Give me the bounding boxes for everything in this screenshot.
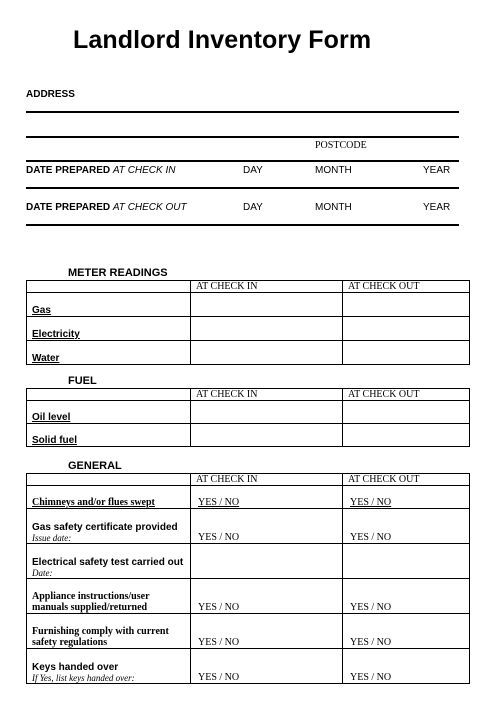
- oil-check-in-cell[interactable]: [191, 401, 343, 424]
- date-check-out-label-italic: AT CHECK OUT: [112, 202, 187, 213]
- address-label: ADDRESS: [26, 89, 75, 100]
- appliance-label-line-1: Appliance instructions/user: [32, 591, 150, 602]
- row-label-gas: Gas: [27, 293, 191, 317]
- furnishing-check-in-yes-no[interactable]: YES / NO: [191, 614, 343, 649]
- electrical-safety-check-in-cell[interactable]: [191, 544, 343, 579]
- table-row: [27, 317, 470, 341]
- gas-safety-label: Gas safety certificate provided: [32, 522, 178, 533]
- row-label-electricity: Electricity: [27, 317, 191, 341]
- fuel-table: [26, 388, 470, 447]
- header-blank-cell: [27, 281, 191, 293]
- col-header-check-out: AT CHECK OUT: [343, 389, 470, 401]
- table-row: [27, 649, 470, 684]
- date-check-in-month: MONTH: [315, 165, 352, 176]
- date-check-out-month: MONTH: [315, 202, 352, 213]
- postcode-label: POSTCODE: [315, 140, 367, 151]
- gas-safety-check-out-yes-no[interactable]: YES / NO: [343, 509, 470, 544]
- col-header-check-out: AT CHECK OUT: [343, 474, 470, 486]
- keys-check-in-yes-no[interactable]: YES / NO: [191, 649, 343, 684]
- table-row: [27, 293, 470, 317]
- solid-fuel-check-in-cell[interactable]: [191, 424, 343, 447]
- solid-fuel-check-out-cell[interactable]: [343, 424, 470, 447]
- date-check-out-line[interactable]: [26, 224, 459, 226]
- row-label-gas-safety: [27, 509, 191, 544]
- electrical-safety-date-label: Date:: [32, 568, 53, 578]
- electrical-safety-label: Electrical safety test carried out: [32, 557, 184, 568]
- col-header-check-in: AT CHECK IN: [191, 389, 343, 401]
- electricity-check-out-cell[interactable]: [343, 317, 470, 341]
- appliance-check-in-yes-no[interactable]: YES / NO: [191, 579, 343, 614]
- table-row: [27, 509, 470, 544]
- general-table: [26, 473, 470, 684]
- date-check-in-label-bold: DATE PREPARED: [26, 165, 111, 176]
- row-label-furnishing: [27, 614, 191, 649]
- date-check-out-day: DAY: [243, 202, 263, 213]
- water-check-out-cell[interactable]: [343, 341, 470, 365]
- keys-check-out-yes-no[interactable]: YES / NO: [343, 649, 470, 684]
- date-check-in-line[interactable]: [26, 187, 459, 189]
- header-blank-cell: [27, 474, 191, 486]
- col-header-check-in: AT CHECK IN: [191, 474, 343, 486]
- chimneys-check-in-yes-no[interactable]: YES / NO: [191, 486, 343, 509]
- furnishing-label-line-1: Furnishing comply with current: [32, 626, 169, 637]
- furnishing-check-out-yes-no[interactable]: YES / NO: [343, 614, 470, 649]
- row-label-oil-level: Oil level: [27, 401, 191, 424]
- water-check-in-cell[interactable]: [191, 341, 343, 365]
- date-check-out-label-bold: DATE PREPARED: [26, 202, 111, 213]
- furnishing-label-line-2: safety regulations: [32, 637, 108, 648]
- table-row: [27, 424, 470, 447]
- table-header-row: [27, 474, 470, 486]
- date-check-out-label: [26, 202, 187, 213]
- row-label-keys-handed-over: [27, 649, 191, 684]
- gas-check-out-cell[interactable]: [343, 293, 470, 317]
- col-header-check-out: AT CHECK OUT: [343, 281, 470, 293]
- electricity-check-in-cell[interactable]: [191, 317, 343, 341]
- row-label-solid-fuel: Solid fuel: [27, 424, 191, 447]
- keys-list-label: If Yes, list keys handed over:: [32, 673, 135, 683]
- table-header-row: [27, 281, 470, 293]
- table-row: [27, 579, 470, 614]
- gas-safety-check-in-yes-no[interactable]: YES / NO: [191, 509, 343, 544]
- row-label-chimneys: Chimneys and/or flues swept: [27, 486, 191, 509]
- general-heading: GENERAL: [68, 460, 122, 472]
- appliance-label-line-2: manuals supplied/returned: [32, 602, 148, 613]
- address-line-1[interactable]: [26, 111, 459, 113]
- table-row: [27, 486, 470, 509]
- meter-readings-heading: METER READINGS: [68, 267, 168, 279]
- fuel-heading: FUEL: [68, 375, 97, 387]
- oil-check-out-cell[interactable]: [343, 401, 470, 424]
- date-check-in-day: DAY: [243, 165, 263, 176]
- page-title: Landlord Inventory Form: [73, 26, 372, 54]
- date-check-out-year: YEAR: [423, 202, 451, 213]
- table-row: [27, 614, 470, 649]
- date-check-in-label: [26, 165, 175, 176]
- table-row: [27, 544, 470, 579]
- col-header-check-in: AT CHECK IN: [191, 281, 343, 293]
- table-row: [27, 401, 470, 424]
- row-label-appliance-instructions: [27, 579, 191, 614]
- meter-readings-table: [26, 280, 470, 365]
- gas-safety-issue-date-label: Issue date:: [32, 533, 72, 543]
- electrical-safety-check-out-cell[interactable]: [343, 544, 470, 579]
- date-check-in-year: YEAR: [423, 165, 451, 176]
- row-label-electrical-safety: [27, 544, 191, 579]
- address-line-2[interactable]: [26, 136, 459, 138]
- header-blank-cell: [27, 389, 191, 401]
- gas-check-in-cell[interactable]: [191, 293, 343, 317]
- table-header-row: [27, 389, 470, 401]
- postcode-line[interactable]: [26, 160, 459, 162]
- date-check-in-label-italic: AT CHECK IN: [112, 165, 176, 176]
- row-label-water: Water: [27, 341, 191, 365]
- appliance-check-out-yes-no[interactable]: YES / NO: [343, 579, 470, 614]
- table-row: [27, 341, 470, 365]
- keys-label: Keys handed over: [32, 662, 119, 673]
- chimneys-check-out-yes-no[interactable]: YES / NO: [343, 486, 470, 509]
